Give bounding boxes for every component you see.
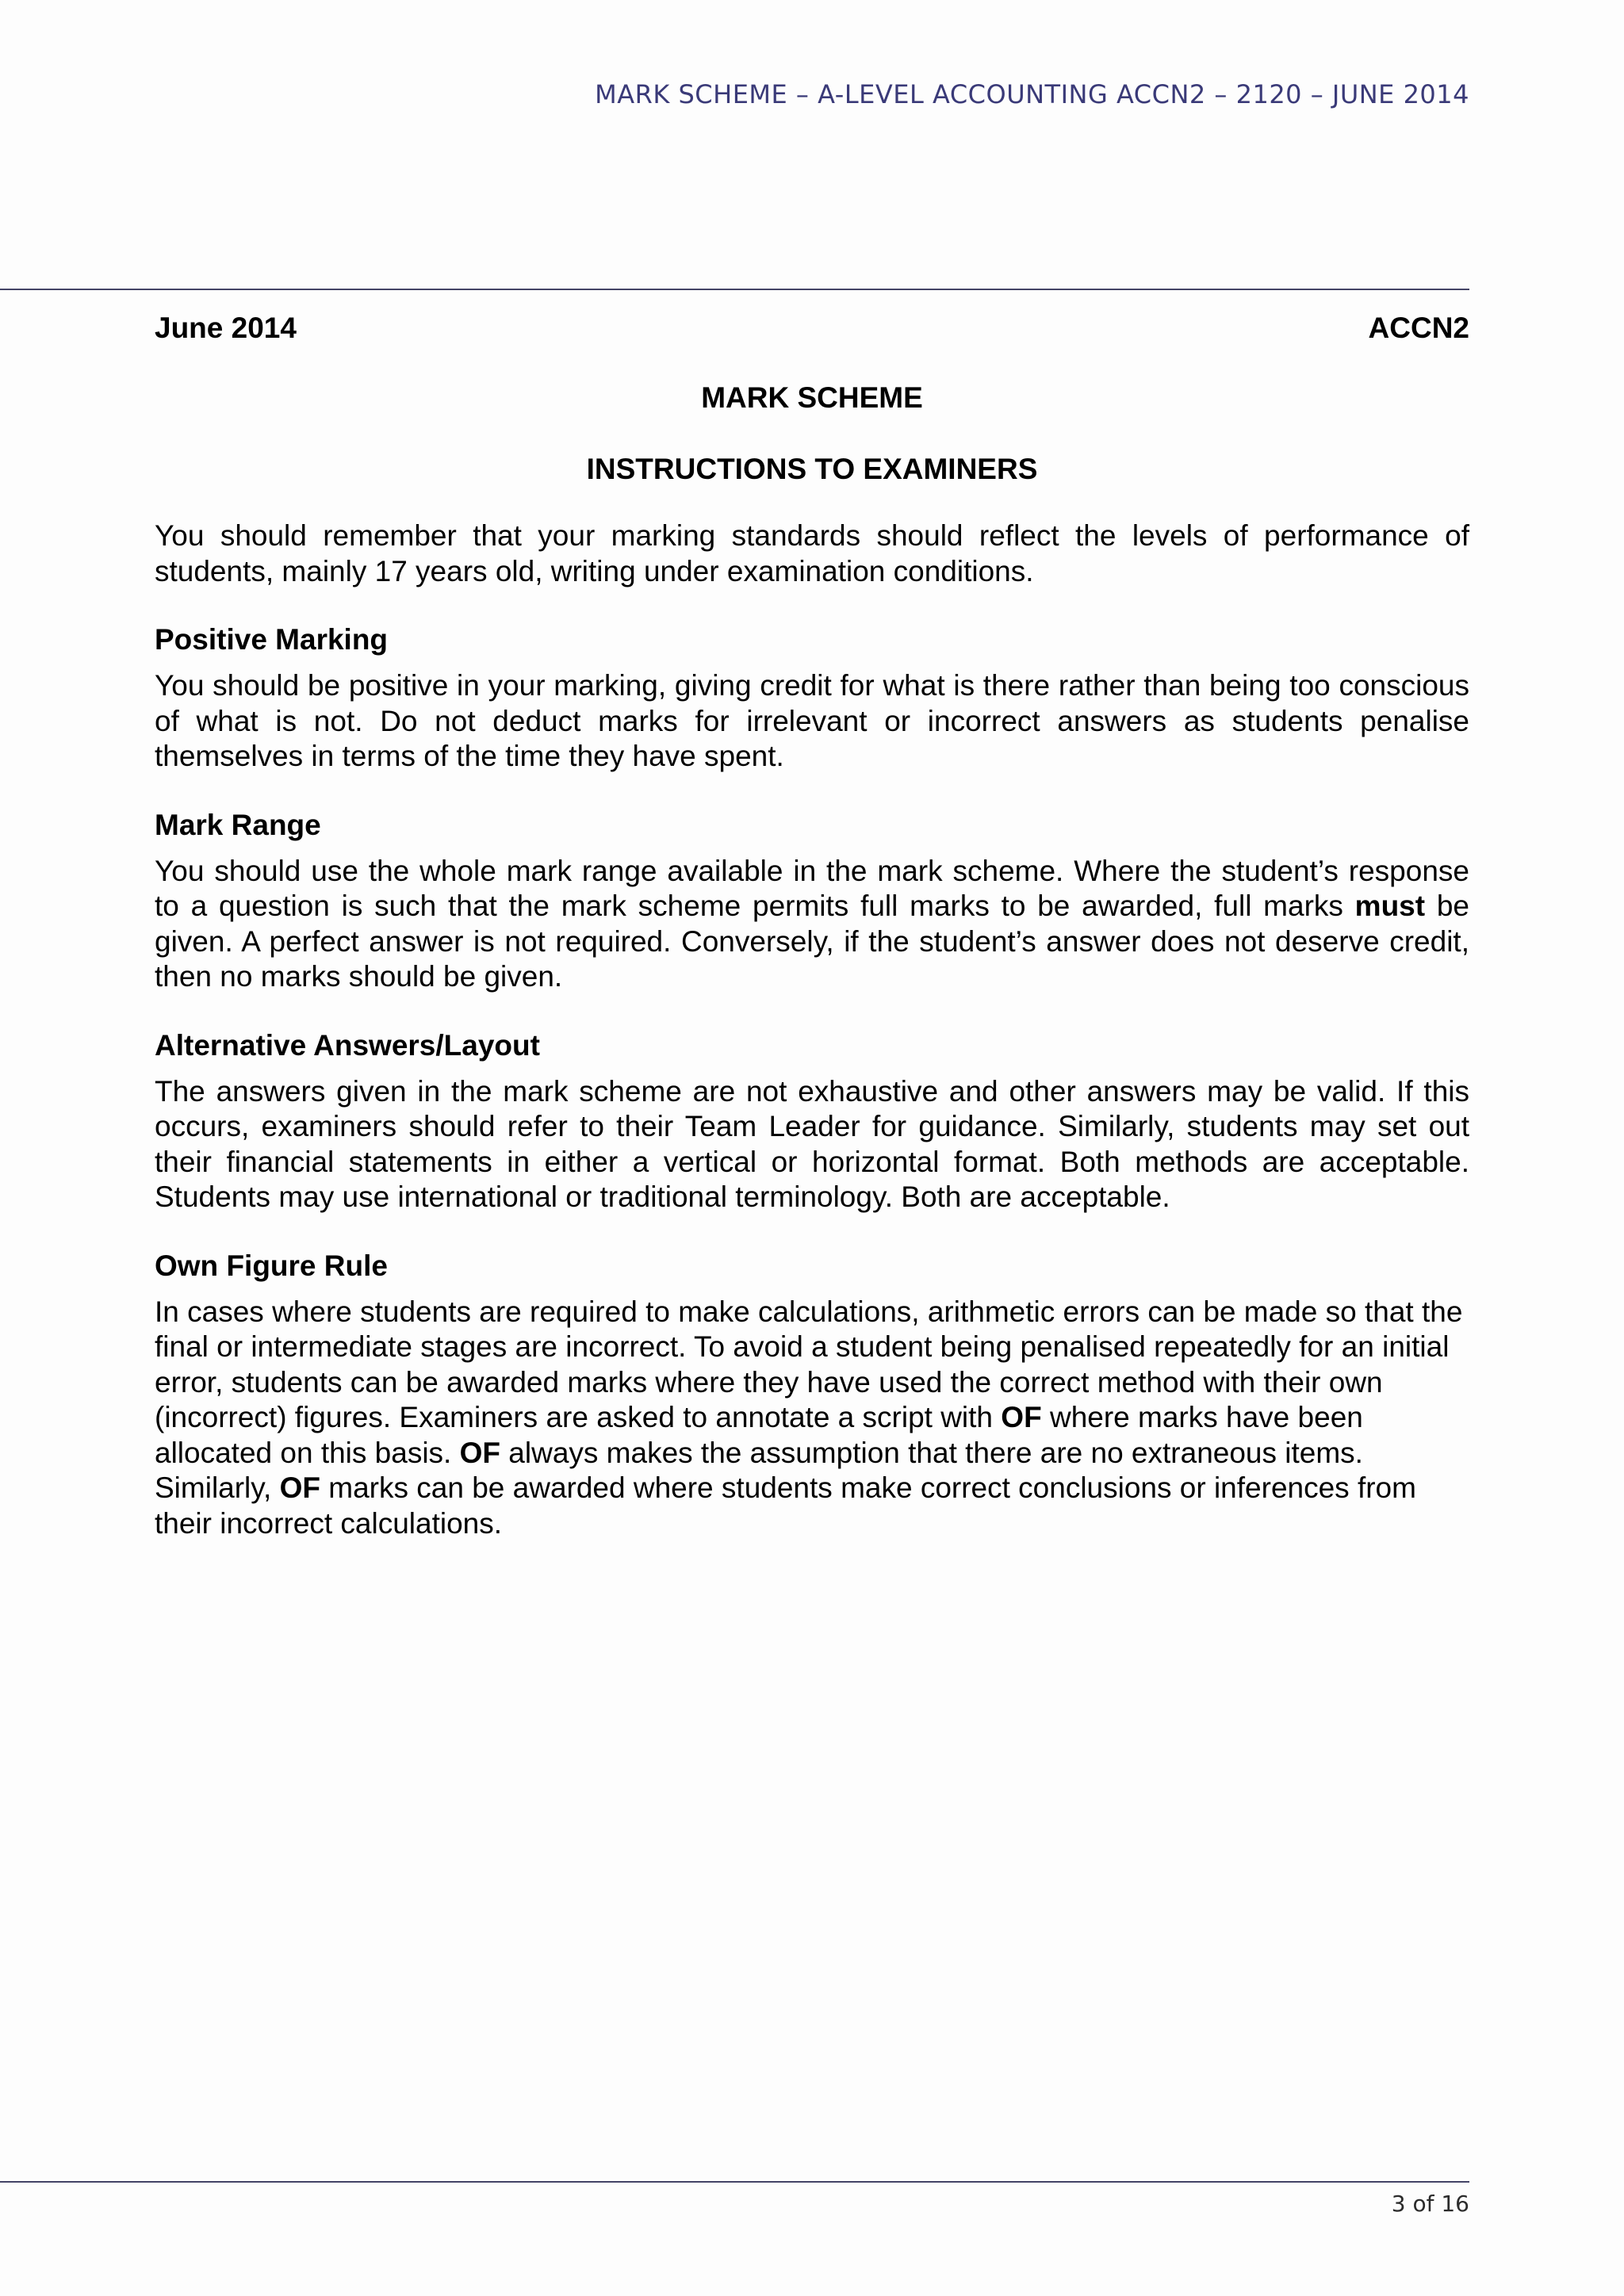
mark-range-text-2: be given. A perfect answer is not required. Conversely, if the student’s answer does not deserve credit, then no marks should be given.	[155, 890, 1469, 993]
section-heading-positive-marking: Positive Marking	[155, 623, 389, 656]
intro-paragraph: You should remember that your marking standards should reflect the levels of performance of students, mainly 17 years old, writing under examination conditions.	[155, 519, 1469, 587]
own-figure-text-2: where marks have been allocated on this basis.	[155, 1401, 1363, 1469]
footer-divider	[0, 2181, 1469, 2183]
paper-code: ACCN2	[1368, 312, 1469, 344]
own-figure-emphasis-3: OF	[279, 1471, 320, 1504]
own-figure-text-3: always makes the assumption that there are no extraneous items. Similarly,	[155, 1436, 1363, 1504]
own-figure-text-4: marks can be awarded where students make correct conclusions or inferences from their incorrect calculations.	[155, 1471, 1416, 1540]
page-content	[155, 308, 1469, 1541]
section-heading-alternative-answers: Alternative Answers/Layout	[155, 1028, 540, 1062]
section-body-mark-range	[155, 854, 1469, 995]
own-figure-text-1: In cases where students are required to make calculations, arithmetic errors can be made so that the final or intermediate stages are incorrect. To avoid a student being penalised repeatedly for an initial error, students can be awarded marks where they have used the correct method with their own (incorrect) figures. Examiners are asked to annotate a script with	[155, 1295, 1463, 1433]
own-figure-emphasis-2: OF	[459, 1436, 501, 1469]
page-subtitle: INSTRUCTIONS TO EXAMINERS	[586, 453, 1038, 485]
section-body-positive-marking: You should be positive in your marking, giving credit for what is there rather than being too conscious of what is not. Do not deduct marks for irrelevant or incorrect answers as students penalise themselves in terms of the time they have spent.	[155, 669, 1469, 772]
meta-row	[155, 308, 1469, 349]
running-header: MARK SCHEME – A-LEVEL ACCOUNTING ACCN2 – 2120 – JUNE 2014	[595, 79, 1469, 109]
mark-range-text-1: You should use the whole mark range available in the mark scheme. Where the student’s response to a question is such that the mark scheme permits full marks to be awarded, full marks	[155, 854, 1469, 922]
page-number: 3 of 16	[1391, 2191, 1469, 2217]
exam-date: June 2014	[155, 312, 297, 344]
section-heading-mark-range: Mark Range	[155, 808, 321, 841]
section-heading-own-figure-rule: Own Figure Rule	[155, 1249, 388, 1282]
section-body-alternative-answers: The answers given in the mark scheme are not exhaustive and other answers may be valid. If this occurs, examiners should refer to their Team Leader for guidance. Similarly, students may set out their financial statements in either a vertical or horizontal format. Both methods are acceptable. Students may use international or traditional terminology. Both are acceptable.	[155, 1074, 1469, 1213]
section-body-own-figure-rule	[155, 1295, 1469, 1542]
own-figure-emphasis-1: OF	[1001, 1401, 1042, 1433]
page-title: MARK SCHEME	[701, 381, 923, 414]
header-divider	[0, 289, 1469, 290]
mark-range-emphasis: must	[1354, 890, 1426, 922]
